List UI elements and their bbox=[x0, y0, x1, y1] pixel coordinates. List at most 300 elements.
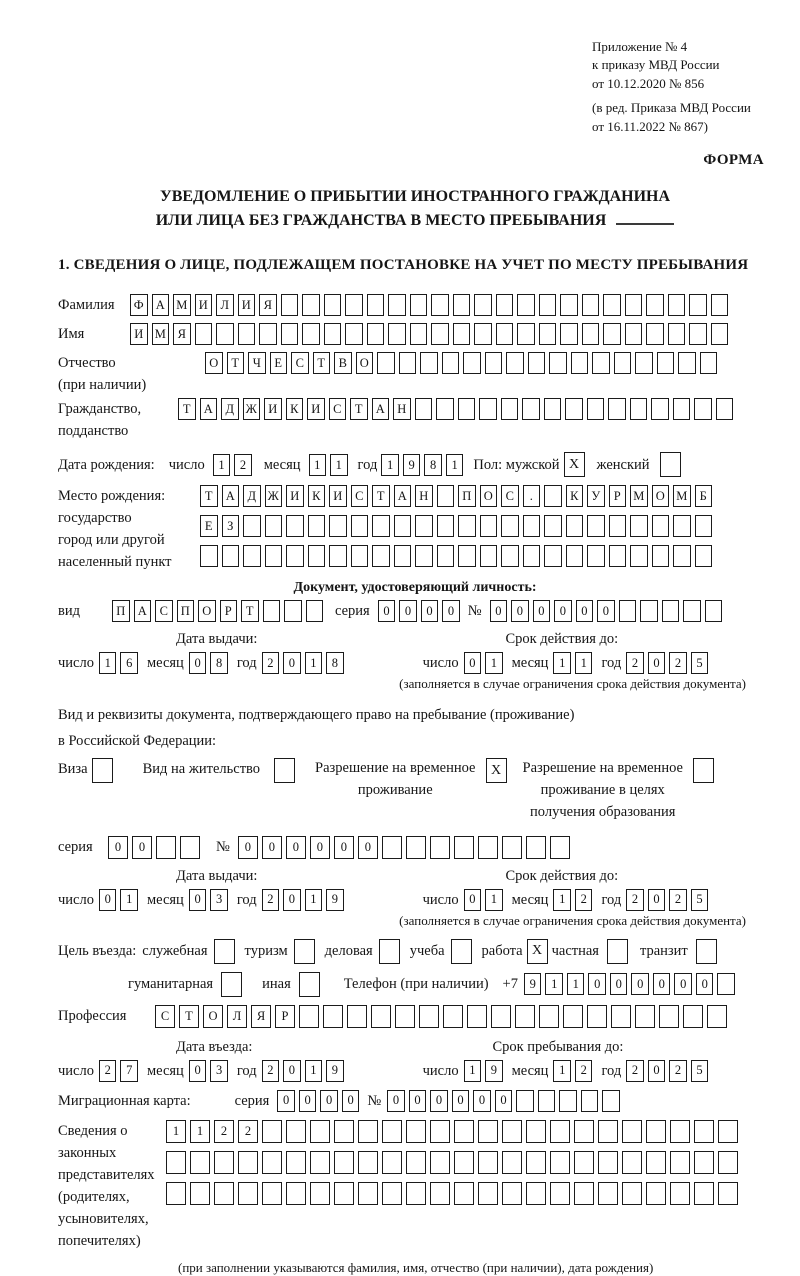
char-cell bbox=[539, 1005, 559, 1028]
char-cell: 0 bbox=[464, 889, 482, 911]
char-cell: 7 bbox=[120, 1060, 138, 1082]
purpose-work-checkbox bbox=[527, 939, 548, 964]
char-cell: 0 bbox=[378, 600, 396, 622]
patronymic-row bbox=[58, 352, 772, 396]
char-cell bbox=[571, 352, 589, 374]
char-cell: 0 bbox=[631, 973, 649, 995]
purpose-row bbox=[58, 939, 772, 964]
char-cell bbox=[394, 515, 412, 537]
char-cell bbox=[582, 323, 600, 345]
char-cell bbox=[382, 1151, 402, 1174]
char-cell: О bbox=[203, 1005, 223, 1028]
stay-valid-date: число 0 1 месяц 1 2 год 2 0 2 5 bbox=[423, 889, 718, 911]
char-cell bbox=[458, 545, 476, 567]
form-label: ФОРМА bbox=[703, 152, 764, 169]
char-cell bbox=[707, 1005, 727, 1028]
char-cell bbox=[478, 1151, 498, 1174]
char-cell: Ж bbox=[243, 398, 261, 420]
char-cell bbox=[367, 323, 385, 345]
char-cell bbox=[602, 1090, 620, 1112]
char-cell bbox=[382, 1182, 402, 1205]
profession-row bbox=[58, 1005, 772, 1028]
char-cell bbox=[190, 1151, 210, 1174]
char-cell bbox=[324, 294, 342, 316]
char-cell bbox=[619, 600, 637, 622]
char-cell bbox=[592, 352, 610, 374]
char-cell bbox=[454, 836, 474, 859]
char-cell: 0 bbox=[473, 1090, 491, 1112]
char-cell bbox=[358, 1182, 378, 1205]
char-cell bbox=[200, 545, 218, 567]
representatives-row3 bbox=[166, 1182, 738, 1205]
char-cell: 5 bbox=[691, 889, 709, 911]
char-cell bbox=[603, 294, 621, 316]
char-cell: 1 bbox=[190, 1120, 210, 1143]
char-cell bbox=[625, 323, 643, 345]
char-cell: С bbox=[291, 352, 309, 374]
form-title-line2: ИЛИ ЛИЦА БЕЗ ГРАЖДАНСТВА В МЕСТО ПРЕБЫВАНИЯ bbox=[58, 209, 772, 233]
char-cell: И bbox=[329, 485, 347, 507]
form-title-line1: УВЕДОМЛЕНИЕ О ПРИБЫТИИ ИНОСТРАННОГО ГРАЖДАНИНА bbox=[159, 188, 671, 206]
char-cell bbox=[718, 1182, 738, 1205]
char-cell: 6 bbox=[120, 652, 138, 674]
stay-issue-heading: Дата выдачи: bbox=[176, 867, 258, 884]
char-cell bbox=[406, 1151, 426, 1174]
char-cell bbox=[415, 545, 433, 567]
char-cell bbox=[334, 1120, 354, 1143]
char-cell bbox=[506, 352, 524, 374]
char-cell: 0 bbox=[99, 889, 117, 911]
char-cell bbox=[420, 352, 438, 374]
char-cell: Ж bbox=[265, 485, 283, 507]
purpose-label: Цель въезда: bbox=[58, 943, 137, 960]
char-cell bbox=[544, 515, 562, 537]
char-cell bbox=[262, 1151, 282, 1174]
char-cell bbox=[711, 323, 729, 345]
char-cell: 1 bbox=[381, 454, 399, 476]
purpose-business-label: деловая bbox=[324, 943, 373, 960]
char-cell bbox=[281, 294, 299, 316]
profession-cells bbox=[155, 1005, 727, 1028]
char-cell: 0 bbox=[588, 973, 606, 995]
char-cell: Т bbox=[178, 398, 196, 420]
char-cell bbox=[522, 398, 540, 420]
doc-valid-heading: Срок действия до: bbox=[505, 631, 619, 648]
purpose-humanitarian-label: гуманитарная bbox=[128, 976, 214, 993]
surname-row bbox=[58, 294, 772, 316]
identity-doc-heading: Документ, удостоверяющий личность: bbox=[293, 580, 537, 596]
char-cell: С bbox=[155, 600, 173, 622]
char-cell: 1 bbox=[485, 889, 503, 911]
char-cell bbox=[238, 1182, 258, 1205]
char-cell: Р bbox=[609, 485, 627, 507]
char-cell: 1 bbox=[464, 1060, 482, 1082]
char-cell bbox=[689, 294, 707, 316]
char-cell: 8 bbox=[210, 652, 228, 674]
char-cell bbox=[306, 600, 324, 622]
migration-card-row bbox=[58, 1090, 772, 1112]
char-cell bbox=[294, 939, 315, 964]
purpose-other-checkbox bbox=[299, 972, 320, 997]
char-cell: 0 bbox=[409, 1090, 427, 1112]
char-cell bbox=[308, 515, 326, 537]
char-cell bbox=[310, 1151, 330, 1174]
char-cell: 9 bbox=[485, 1060, 503, 1082]
char-cell: Н bbox=[415, 485, 433, 507]
representatives-row1 bbox=[166, 1120, 738, 1143]
char-cell bbox=[302, 294, 320, 316]
char-cell: 1 bbox=[545, 973, 563, 995]
char-cell: Т bbox=[372, 485, 390, 507]
char-cell bbox=[683, 1005, 703, 1028]
char-cell bbox=[718, 1151, 738, 1174]
char-cell: 3 bbox=[210, 889, 228, 911]
char-cell bbox=[549, 352, 567, 374]
char-cell bbox=[544, 545, 562, 567]
char-cell bbox=[262, 1182, 282, 1205]
appendix-line: от 10.12.2020 № 856 bbox=[592, 75, 705, 91]
char-cell: 2 bbox=[234, 454, 252, 476]
char-cell bbox=[560, 323, 578, 345]
char-cell bbox=[544, 485, 562, 507]
char-cell bbox=[694, 1182, 714, 1205]
char-cell bbox=[372, 545, 390, 567]
char-cell bbox=[419, 1005, 439, 1028]
char-cell: Д bbox=[221, 398, 239, 420]
char-cell: 1 bbox=[330, 454, 348, 476]
char-cell bbox=[566, 515, 584, 537]
char-cell bbox=[485, 352, 503, 374]
char-cell: 2 bbox=[214, 1120, 234, 1143]
char-cell: 2 bbox=[669, 652, 687, 674]
char-cell bbox=[238, 323, 256, 345]
patronymic-label: Отчество (при наличии) bbox=[58, 355, 147, 394]
doc-type-cells bbox=[112, 600, 323, 622]
char-cell bbox=[711, 294, 729, 316]
char-cell bbox=[630, 545, 648, 567]
given-name-row bbox=[58, 323, 772, 345]
char-cell bbox=[689, 323, 707, 345]
char-cell bbox=[263, 600, 281, 622]
char-cell bbox=[652, 545, 670, 567]
char-cell: А bbox=[222, 485, 240, 507]
title-blank-underline bbox=[616, 223, 674, 225]
char-cell bbox=[214, 939, 235, 964]
char-cell bbox=[673, 398, 691, 420]
char-cell: М bbox=[173, 294, 191, 316]
char-cell: Л bbox=[216, 294, 234, 316]
temp-residence-label: Разрешение на временное проживание bbox=[315, 760, 476, 799]
visa-checkbox bbox=[92, 758, 113, 783]
char-cell bbox=[415, 398, 433, 420]
char-cell: 2 bbox=[669, 889, 687, 911]
char-cell bbox=[388, 294, 406, 316]
char-cell: 0 bbox=[554, 600, 572, 622]
char-cell bbox=[216, 323, 234, 345]
char-cell: Ф bbox=[130, 294, 148, 316]
char-cell bbox=[166, 1151, 186, 1174]
char-cell bbox=[406, 1120, 426, 1143]
char-cell: С bbox=[501, 485, 519, 507]
char-cell bbox=[406, 1182, 426, 1205]
char-cell: 9 bbox=[326, 889, 344, 911]
char-cell bbox=[716, 398, 734, 420]
char-cell: 2 bbox=[262, 652, 280, 674]
char-cell: 0 bbox=[576, 600, 594, 622]
char-cell bbox=[694, 398, 712, 420]
char-cell bbox=[559, 1090, 577, 1112]
appendix-line: Приложение № 4 bbox=[592, 39, 688, 54]
char-cell bbox=[265, 545, 283, 567]
birth-year-cells bbox=[381, 454, 463, 476]
char-cell: 2 bbox=[262, 1060, 280, 1082]
purpose-transit-checkbox bbox=[696, 939, 717, 964]
birth-place-block bbox=[58, 485, 772, 573]
purpose-tourism-checkbox bbox=[294, 939, 315, 964]
char-cell bbox=[371, 1005, 391, 1028]
char-cell: 0 bbox=[421, 600, 439, 622]
char-cell bbox=[329, 515, 347, 537]
char-cell bbox=[467, 1005, 487, 1028]
char-cell bbox=[190, 1182, 210, 1205]
form-title bbox=[58, 185, 772, 233]
identity-doc-row bbox=[58, 600, 772, 622]
char-cell: 0 bbox=[696, 973, 714, 995]
char-cell: Е bbox=[270, 352, 288, 374]
char-cell bbox=[651, 398, 669, 420]
char-cell: И bbox=[195, 294, 213, 316]
char-cell bbox=[395, 1005, 415, 1028]
char-cell bbox=[431, 294, 449, 316]
char-cell: Т bbox=[200, 485, 218, 507]
char-cell bbox=[345, 323, 363, 345]
char-cell: 0 bbox=[653, 973, 671, 995]
char-cell bbox=[323, 1005, 343, 1028]
surname-cells bbox=[130, 294, 728, 316]
char-cell: К bbox=[566, 485, 584, 507]
char-cell bbox=[693, 758, 714, 783]
char-cell: 0 bbox=[387, 1090, 405, 1112]
char-cell: 0 bbox=[495, 1090, 513, 1112]
char-cell bbox=[394, 545, 412, 567]
char-cell: 2 bbox=[575, 889, 593, 911]
char-cell: X bbox=[564, 452, 585, 477]
char-cell bbox=[652, 515, 670, 537]
char-cell bbox=[437, 485, 455, 507]
sex-female-checkbox bbox=[660, 452, 681, 477]
doc-number-label: № bbox=[467, 603, 482, 620]
char-cell bbox=[587, 1005, 607, 1028]
char-cell: Т bbox=[350, 398, 368, 420]
char-cell bbox=[478, 836, 498, 859]
char-cell bbox=[156, 836, 176, 859]
char-cell bbox=[474, 323, 492, 345]
stay-doc-type-row bbox=[58, 758, 772, 823]
char-cell: 2 bbox=[99, 1060, 117, 1082]
char-cell: 0 bbox=[238, 836, 258, 859]
temp-residence-edu-checkbox bbox=[693, 758, 714, 783]
char-cell bbox=[265, 515, 283, 537]
char-cell bbox=[622, 1120, 642, 1143]
doc-valid-date: число 0 1 месяц 1 1 год 2 0 2 5 bbox=[423, 652, 718, 674]
char-cell: 2 bbox=[626, 652, 644, 674]
phone-prefix: +7 bbox=[502, 976, 518, 993]
char-cell: X bbox=[486, 758, 507, 783]
char-cell: 0 bbox=[334, 836, 354, 859]
char-cell: 0 bbox=[189, 652, 207, 674]
char-cell bbox=[358, 1151, 378, 1174]
profession-label: Профессия bbox=[58, 1008, 127, 1025]
char-cell bbox=[598, 1182, 618, 1205]
char-cell: 2 bbox=[626, 889, 644, 911]
given-name-label: Имя bbox=[58, 326, 85, 343]
char-cell bbox=[528, 352, 546, 374]
char-cell bbox=[501, 515, 519, 537]
char-cell: К bbox=[286, 398, 304, 420]
char-cell bbox=[430, 1151, 450, 1174]
char-cell bbox=[694, 1151, 714, 1174]
doc-issue-date: число 1 6 месяц 0 8 год 2 0 1 8 bbox=[58, 652, 353, 674]
purpose-official-label: служебная bbox=[142, 943, 208, 960]
section1-heading: 1. СВЕДЕНИЯ О ЛИЦЕ, ПОДЛЕЖАЩЕМ ПОСТАНОВКЕ НА УЧЕТ ПО МЕСТУ ПРЕБЫВАНИЯ bbox=[58, 257, 749, 274]
doc-type-label: вид bbox=[58, 603, 80, 620]
char-cell bbox=[430, 836, 450, 859]
amendment-line: (в ред. Приказа МВД России bbox=[592, 100, 751, 116]
char-cell bbox=[308, 545, 326, 567]
char-cell: Б bbox=[695, 485, 713, 507]
appendix-block bbox=[592, 38, 772, 136]
birth-place-cell-rows bbox=[200, 485, 712, 567]
entry-date-headings bbox=[58, 1036, 772, 1058]
char-cell: 0 bbox=[648, 652, 666, 674]
doc-number-cells bbox=[490, 600, 723, 622]
char-cell: А bbox=[200, 398, 218, 420]
char-cell bbox=[286, 1182, 306, 1205]
char-cell bbox=[526, 836, 546, 859]
stay-heading: Срок пребывания до: bbox=[492, 1038, 624, 1055]
char-cell: 1 bbox=[575, 652, 593, 674]
stay-number-cells bbox=[238, 836, 570, 859]
char-cell bbox=[334, 1151, 354, 1174]
birth-place-labels: Место рождения: государство город или другой населенный пункт bbox=[58, 488, 172, 571]
char-cell bbox=[334, 1182, 354, 1205]
stay-issue-date: число 0 1 месяц 0 3 год 2 0 1 9 bbox=[58, 889, 353, 911]
char-cell bbox=[496, 323, 514, 345]
char-cell bbox=[442, 352, 460, 374]
char-cell bbox=[259, 323, 277, 345]
char-cell bbox=[274, 758, 295, 783]
stay-until-date: число 1 9 месяц 1 2 год 2 0 2 5 bbox=[423, 1060, 718, 1082]
char-cell bbox=[474, 294, 492, 316]
citizenship-label: Гражданство, подданство bbox=[58, 401, 142, 440]
char-cell: Ч bbox=[248, 352, 266, 374]
char-cell: Н bbox=[393, 398, 411, 420]
char-cell bbox=[539, 323, 557, 345]
char-cell: 8 bbox=[326, 652, 344, 674]
char-cell: И bbox=[307, 398, 325, 420]
char-cell: 0 bbox=[320, 1090, 338, 1112]
char-cell bbox=[673, 515, 691, 537]
char-cell bbox=[603, 323, 621, 345]
char-cell bbox=[415, 515, 433, 537]
char-cell bbox=[607, 939, 628, 964]
char-cell bbox=[399, 352, 417, 374]
birth-day-cells bbox=[213, 454, 252, 476]
char-cell bbox=[286, 1151, 306, 1174]
char-cell bbox=[550, 1182, 570, 1205]
char-cell: А bbox=[394, 485, 412, 507]
char-cell bbox=[660, 452, 681, 477]
char-cell bbox=[358, 1120, 378, 1143]
char-cell: Т bbox=[241, 600, 259, 622]
char-cell bbox=[538, 1090, 556, 1112]
representatives-block bbox=[58, 1120, 772, 1252]
char-cell bbox=[635, 352, 653, 374]
birth-place-row3 bbox=[200, 545, 712, 567]
char-cell: 0 bbox=[189, 889, 207, 911]
char-cell bbox=[458, 515, 476, 537]
char-cell: И bbox=[264, 398, 282, 420]
char-cell: 0 bbox=[430, 1090, 448, 1112]
birth-place-row1 bbox=[200, 485, 712, 507]
char-cell bbox=[566, 545, 584, 567]
mc-number-label: № bbox=[367, 1092, 382, 1109]
char-cell: А bbox=[372, 398, 390, 420]
char-cell bbox=[502, 836, 522, 859]
char-cell bbox=[345, 294, 363, 316]
purpose-private-checkbox bbox=[607, 939, 628, 964]
char-cell: 2 bbox=[575, 1060, 593, 1082]
stay-doc-date-headings bbox=[58, 865, 772, 887]
char-cell: 0 bbox=[310, 836, 330, 859]
char-cell: С bbox=[155, 1005, 175, 1028]
char-cell bbox=[502, 1120, 522, 1143]
char-cell bbox=[718, 1120, 738, 1143]
char-cell: У bbox=[587, 485, 605, 507]
char-cell bbox=[496, 294, 514, 316]
char-cell: 0 bbox=[262, 836, 282, 859]
char-cell: 0 bbox=[597, 600, 615, 622]
char-cell bbox=[630, 398, 648, 420]
char-cell bbox=[582, 294, 600, 316]
char-cell bbox=[695, 515, 713, 537]
char-cell: М bbox=[152, 323, 170, 345]
char-cell: 1 bbox=[553, 889, 571, 911]
char-cell: К bbox=[308, 485, 326, 507]
appendix-line: к приказу МВД России bbox=[592, 57, 720, 73]
char-cell bbox=[92, 758, 113, 783]
purpose-study-checkbox bbox=[451, 939, 472, 964]
char-cell bbox=[587, 398, 605, 420]
temp-residence-edu-label: Разрешение на временное проживание в целях получения образования bbox=[522, 760, 683, 820]
stay-doc-note: (заполняется в случае ограничения срока действия документа) bbox=[399, 912, 746, 928]
char-cell bbox=[700, 352, 718, 374]
char-cell: 1 bbox=[305, 652, 323, 674]
sex-male-checkbox bbox=[564, 452, 585, 477]
phone-cells bbox=[524, 973, 735, 995]
citizenship-cells bbox=[178, 398, 733, 420]
char-cell bbox=[453, 294, 471, 316]
char-cell bbox=[670, 1120, 690, 1143]
char-cell bbox=[646, 1151, 666, 1174]
char-cell bbox=[451, 939, 472, 964]
char-cell bbox=[574, 1120, 594, 1143]
char-cell: И bbox=[130, 323, 148, 345]
char-cell: Л bbox=[227, 1005, 247, 1028]
char-cell: О bbox=[198, 600, 216, 622]
char-cell: 1 bbox=[213, 454, 231, 476]
char-cell bbox=[523, 515, 541, 537]
